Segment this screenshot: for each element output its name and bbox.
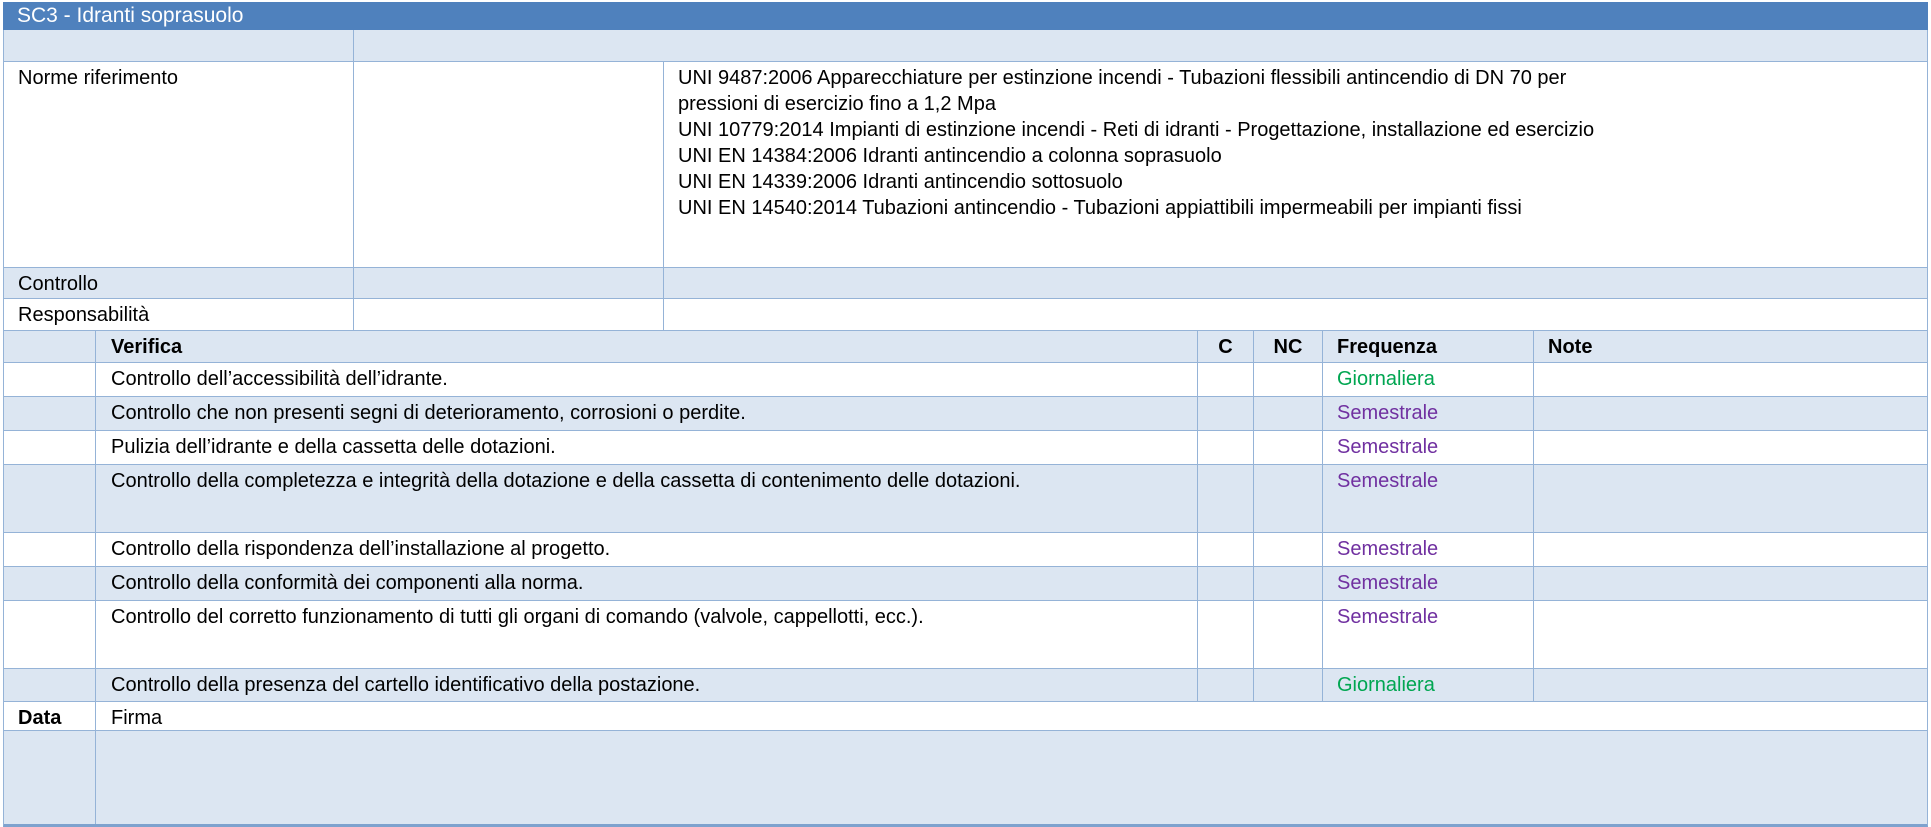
verifica-cell bbox=[96, 533, 1198, 566]
verifica-cell bbox=[96, 397, 1198, 430]
controllo-label-cell bbox=[4, 268, 354, 298]
norme-middle-cell bbox=[354, 62, 664, 267]
norme-line: pressioni di esercizio fino a 1,2 Mpa bbox=[678, 93, 996, 115]
section-title-bar bbox=[3, 2, 1928, 30]
nc-cell bbox=[1254, 601, 1323, 668]
c-cell bbox=[1198, 533, 1254, 566]
row-number-cell bbox=[4, 397, 96, 430]
data-label-cell: Data bbox=[4, 702, 96, 730]
frequenza-cell: Semestrale bbox=[1323, 567, 1534, 600]
row-number-cell bbox=[4, 567, 96, 600]
verifica-text: Controllo dell’accessibilità dell’idrante. bbox=[111, 368, 448, 390]
verifica-text: Controllo del corretto funzionamento di tutti gli organi di comando (valvole, cappellotti, ecc.). bbox=[111, 606, 924, 628]
verifica-cell bbox=[96, 431, 1198, 464]
info-row-responsabilita bbox=[4, 299, 1927, 331]
nc-cell bbox=[1254, 397, 1323, 430]
c-cell bbox=[1198, 567, 1254, 600]
row-number-cell bbox=[4, 465, 96, 532]
c-cell bbox=[1198, 465, 1254, 532]
norme-line: UNI EN 14384:2006 Idranti antincendio a colonna soprasuolo bbox=[678, 145, 1222, 167]
checklist-row bbox=[4, 601, 1927, 669]
norme-label: Norme riferimento bbox=[18, 67, 179, 89]
note-cell bbox=[1534, 363, 1927, 396]
frequenza-cell: Semestrale bbox=[1323, 533, 1534, 566]
row-number-cell bbox=[4, 431, 96, 464]
c-cell bbox=[1198, 363, 1254, 396]
maintenance-table bbox=[3, 30, 1928, 827]
responsabilita-middle-cell bbox=[354, 299, 664, 330]
signature-cell bbox=[96, 731, 1927, 824]
checklist-row bbox=[4, 431, 1927, 465]
frequenza-cell: Semestrale bbox=[1323, 397, 1534, 430]
c-cell bbox=[1198, 431, 1254, 464]
verifica-cell bbox=[96, 567, 1198, 600]
note-cell bbox=[1534, 465, 1927, 532]
verifica-cell bbox=[96, 601, 1198, 668]
controllo-value-cell bbox=[664, 268, 1927, 298]
empty-cell bbox=[4, 30, 354, 61]
info-row-controllo bbox=[4, 268, 1927, 299]
responsabilita-label: Responsabilità bbox=[18, 304, 150, 326]
nc-cell bbox=[1254, 465, 1323, 532]
verifica-text: Controllo della completezza e integrità della dotazione e della cassetta di contenimento delle dotazioni. bbox=[111, 470, 1021, 492]
responsabilita-label-cell bbox=[4, 299, 354, 330]
nc-cell bbox=[1254, 363, 1323, 396]
note-cell bbox=[1534, 601, 1927, 668]
section-title: SC3 - Idranti soprasuolo bbox=[17, 4, 244, 27]
responsabilita-value-cell bbox=[664, 299, 1927, 330]
nc-cell bbox=[1254, 669, 1323, 701]
checklist-row bbox=[4, 533, 1927, 567]
checklist-header-row bbox=[4, 331, 1927, 363]
verifica-cell bbox=[96, 363, 1198, 396]
verifica-text: Controllo della presenza del cartello identificativo della postazione. bbox=[111, 674, 701, 696]
header-c: C bbox=[1198, 331, 1254, 362]
nc-cell bbox=[1254, 533, 1323, 566]
checklist-row bbox=[4, 363, 1927, 397]
row-number-cell bbox=[4, 669, 96, 701]
verifica-cell bbox=[96, 669, 1198, 701]
frequenza-cell: Giornaliera bbox=[1323, 363, 1534, 396]
c-cell bbox=[1198, 669, 1254, 701]
norme-line: UNI 9487:2006 Apparecchiature per estinzione incendi - Tubazioni flessibili antincendio di DN 70 per bbox=[678, 67, 1567, 89]
checklist-row bbox=[4, 397, 1927, 431]
frequenza-cell: Semestrale bbox=[1323, 465, 1534, 532]
controllo-label: Controllo bbox=[18, 273, 99, 295]
row-number-cell bbox=[4, 533, 96, 566]
norme-value-cell bbox=[664, 62, 1927, 267]
info-row-norme bbox=[4, 62, 1927, 268]
norme-line: UNI EN 14339:2006 Idranti antincendio sottosuolo bbox=[678, 171, 1123, 193]
norme-label-cell bbox=[4, 62, 354, 267]
header-frequenza: Frequenza bbox=[1323, 331, 1534, 362]
signature-date-cell bbox=[4, 731, 96, 824]
frequenza-cell: Giornaliera bbox=[1323, 669, 1534, 701]
header-verifica: Verifica bbox=[96, 331, 1198, 362]
note-cell bbox=[1534, 669, 1927, 701]
row-number-cell bbox=[4, 601, 96, 668]
c-cell bbox=[1198, 601, 1254, 668]
nc-cell bbox=[1254, 567, 1323, 600]
norme-line: UNI 10779:2014 Impianti di estinzione incendi - Reti di idranti - Progettazione, installazione ed esercizio bbox=[678, 119, 1595, 141]
c-cell bbox=[1198, 397, 1254, 430]
checklist-row bbox=[4, 669, 1927, 702]
info-row-empty bbox=[4, 30, 1927, 62]
checklist-row bbox=[4, 567, 1927, 601]
norme-line: UNI EN 14540:2014 Tubazioni antincendio - Tubazioni appiattibili impermeabili per impianti fissi bbox=[678, 197, 1522, 219]
header-nc: NC bbox=[1254, 331, 1323, 362]
row-number-cell bbox=[4, 363, 96, 396]
verifica-text: Controllo che non presenti segni di deterioramento, corrosioni o perdite. bbox=[111, 402, 746, 424]
data-firma-row bbox=[4, 702, 1927, 731]
note-cell bbox=[1534, 567, 1927, 600]
nc-cell bbox=[1254, 431, 1323, 464]
verifica-text: Controllo della conformità dei componenti alla norma. bbox=[111, 572, 584, 594]
checklist-row bbox=[4, 465, 1927, 533]
controllo-middle-cell bbox=[354, 268, 664, 298]
note-cell bbox=[1534, 533, 1927, 566]
header-number-cell bbox=[4, 331, 96, 362]
frequenza-cell: Semestrale bbox=[1323, 431, 1534, 464]
verifica-text: Pulizia dell’idrante e della cassetta delle dotazioni. bbox=[111, 436, 556, 458]
verifica-text: Controllo della rispondenza dell’installazione al progetto. bbox=[111, 538, 611, 560]
empty-cell bbox=[354, 30, 1927, 61]
verifica-cell bbox=[96, 465, 1198, 532]
firma-label-cell: Firma bbox=[111, 707, 163, 729]
header-note: Note bbox=[1548, 336, 1593, 358]
note-cell bbox=[1534, 431, 1927, 464]
signature-area bbox=[4, 731, 1927, 824]
frequenza-cell: Semestrale bbox=[1323, 601, 1534, 668]
note-cell bbox=[1534, 397, 1927, 430]
